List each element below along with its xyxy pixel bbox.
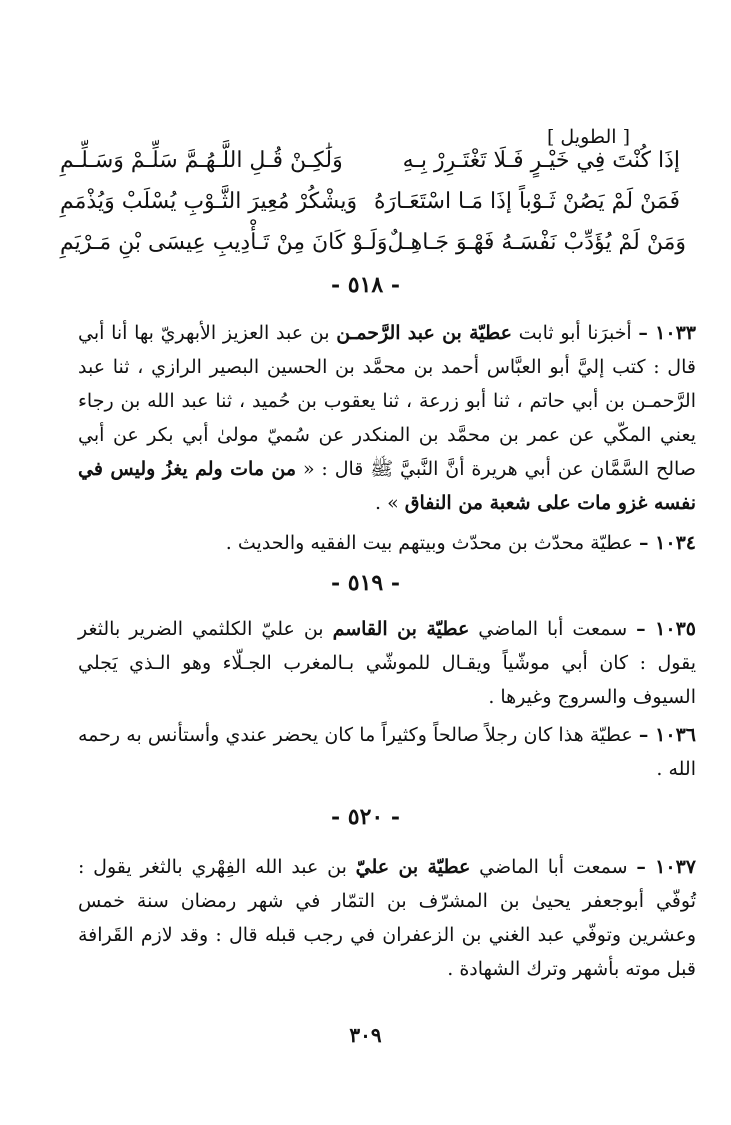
entry-name: عطيّة بن القاسم bbox=[332, 618, 470, 640]
section-heading: - ٥١٩ - bbox=[330, 570, 401, 596]
verse-first-hemistich: إذَا كُنْتَ فِي خَيْـرٍ فَـلَا تَغْتَـرِرْ بِـهِ bbox=[402, 148, 680, 173]
entry-number: ١٠٣٦ – bbox=[638, 724, 696, 746]
entry-number: ١٠٣٥ – bbox=[636, 618, 696, 640]
entry-text: بن عليّ الكلثمي الضرير بالثغر يقول : كان أبي موشّياً ويقـال للموشّي بـالمغرب الجـلّاء وهو الـذي يَجلي السيوف والسروج وغيرها . bbox=[78, 618, 696, 708]
entry-text: عطيّة هذا كان رجلاً صالحاً وكثيراً ما كان يحضر عندي وأستأنس به رحمه الله . bbox=[78, 724, 696, 780]
paragraph-1033 bbox=[78, 316, 696, 520]
entry-text: » . bbox=[375, 492, 405, 514]
entry-text: عطيّة محدّث بن محدّث وبيتهم بيت الفقيه والحديث . bbox=[225, 532, 640, 554]
entry-number: ١٠٣٧ – bbox=[636, 856, 696, 878]
entry-text: أخبرَنا أبو ثابت bbox=[511, 322, 639, 344]
section-heading: - ٥٢٠ - bbox=[330, 804, 401, 830]
poem-meter-label: [ الطويل ] bbox=[546, 126, 630, 148]
verse-first-hemistich: وَمَنْ لَمْ يُؤَدِّبْ نَفْسَـهُ فَهْـوَ جَـاهِـلٌ bbox=[387, 230, 687, 255]
poem bbox=[60, 148, 687, 271]
entry-number: ١٠٣٤ – bbox=[639, 532, 696, 554]
verse-second-hemistich: وَلَٰكِـنْ قُـلِ اللَّـهُـمَّ سَلِّـمْ وَسَـلِّـمِ bbox=[60, 148, 343, 173]
paragraph-1035 bbox=[78, 612, 696, 714]
entry-text: سمعت أبا الماضي bbox=[469, 618, 637, 640]
paragraph-1034 bbox=[78, 526, 696, 560]
verse-second-hemistich: وَلَـوْ كَانَ مِنْ تَـأْدِيبِ عِيسَى بْنِ مَـرْيَمِ bbox=[60, 230, 388, 255]
entry-name: عطيّة بن عبد الرَّحمـن bbox=[336, 322, 512, 344]
verse-first-hemistich: فَمَنْ لَمْ يَصُنْ ثَـوْباً إذَا مَـا اسْتَعَـارَهُ bbox=[373, 189, 680, 214]
poem-verse bbox=[60, 230, 687, 271]
poem-verse bbox=[60, 189, 680, 230]
entry-text: سمعت أبا الماضي bbox=[470, 856, 637, 878]
paragraph-1037 bbox=[78, 850, 696, 986]
poem-verse bbox=[60, 148, 680, 189]
section-heading: - ٥١٨ - bbox=[330, 272, 401, 298]
entry-name: عطيّة بن عليّ bbox=[355, 856, 471, 878]
entry-number: ١٠٣٣ – bbox=[638, 322, 696, 344]
paragraph-1036 bbox=[78, 718, 696, 786]
page-number: ٣٠٩ bbox=[349, 1023, 382, 1047]
entry-text: بن عبد العزيز الأبهريّ بها أنا أبي قال : كتب إليَّ أبو العبَّاس أحمد بن محمَّد بن الحسين البصير الرازي ، ثنا عبد الرَّحمـن بن أبي حاتم ، ثنا أبو زرعة ، ثنا يعقوب بن حُميد ، ثنا عبد الله بن رجاء يعني المكّي عن عمر بن محمَّد بن المنكدر عن سُميّ مولىٰ أبي بكر عن أبي صالح السَّمَّان عن أبي هريرة أنَّ النَّبيَّ ﷺ قال : « bbox=[78, 322, 696, 480]
verse-second-hemistich: وَيشْكُرْ مُعِيرَ الثَّـوْبِ يُسْلَبْ وَيُذْمَمِ bbox=[60, 189, 358, 214]
entry-text: بن عبد الله الفِهْري بالثغر يقول : تُوفّي أبوجعفر يحيىٰ بن المشرّف بن التمّار في شهر رمضان سنة خمس وعشرين وتوفّي عبد الغني بن الزعفران في رجب قبله قال : وقد لازم القَرافة قبل موته بأشهر وترك الشهادة . bbox=[78, 856, 696, 980]
hadith-quote: من مات ولم يغزُ وليس في نفسه غزو مات على شعبة من النفاق bbox=[78, 458, 696, 514]
